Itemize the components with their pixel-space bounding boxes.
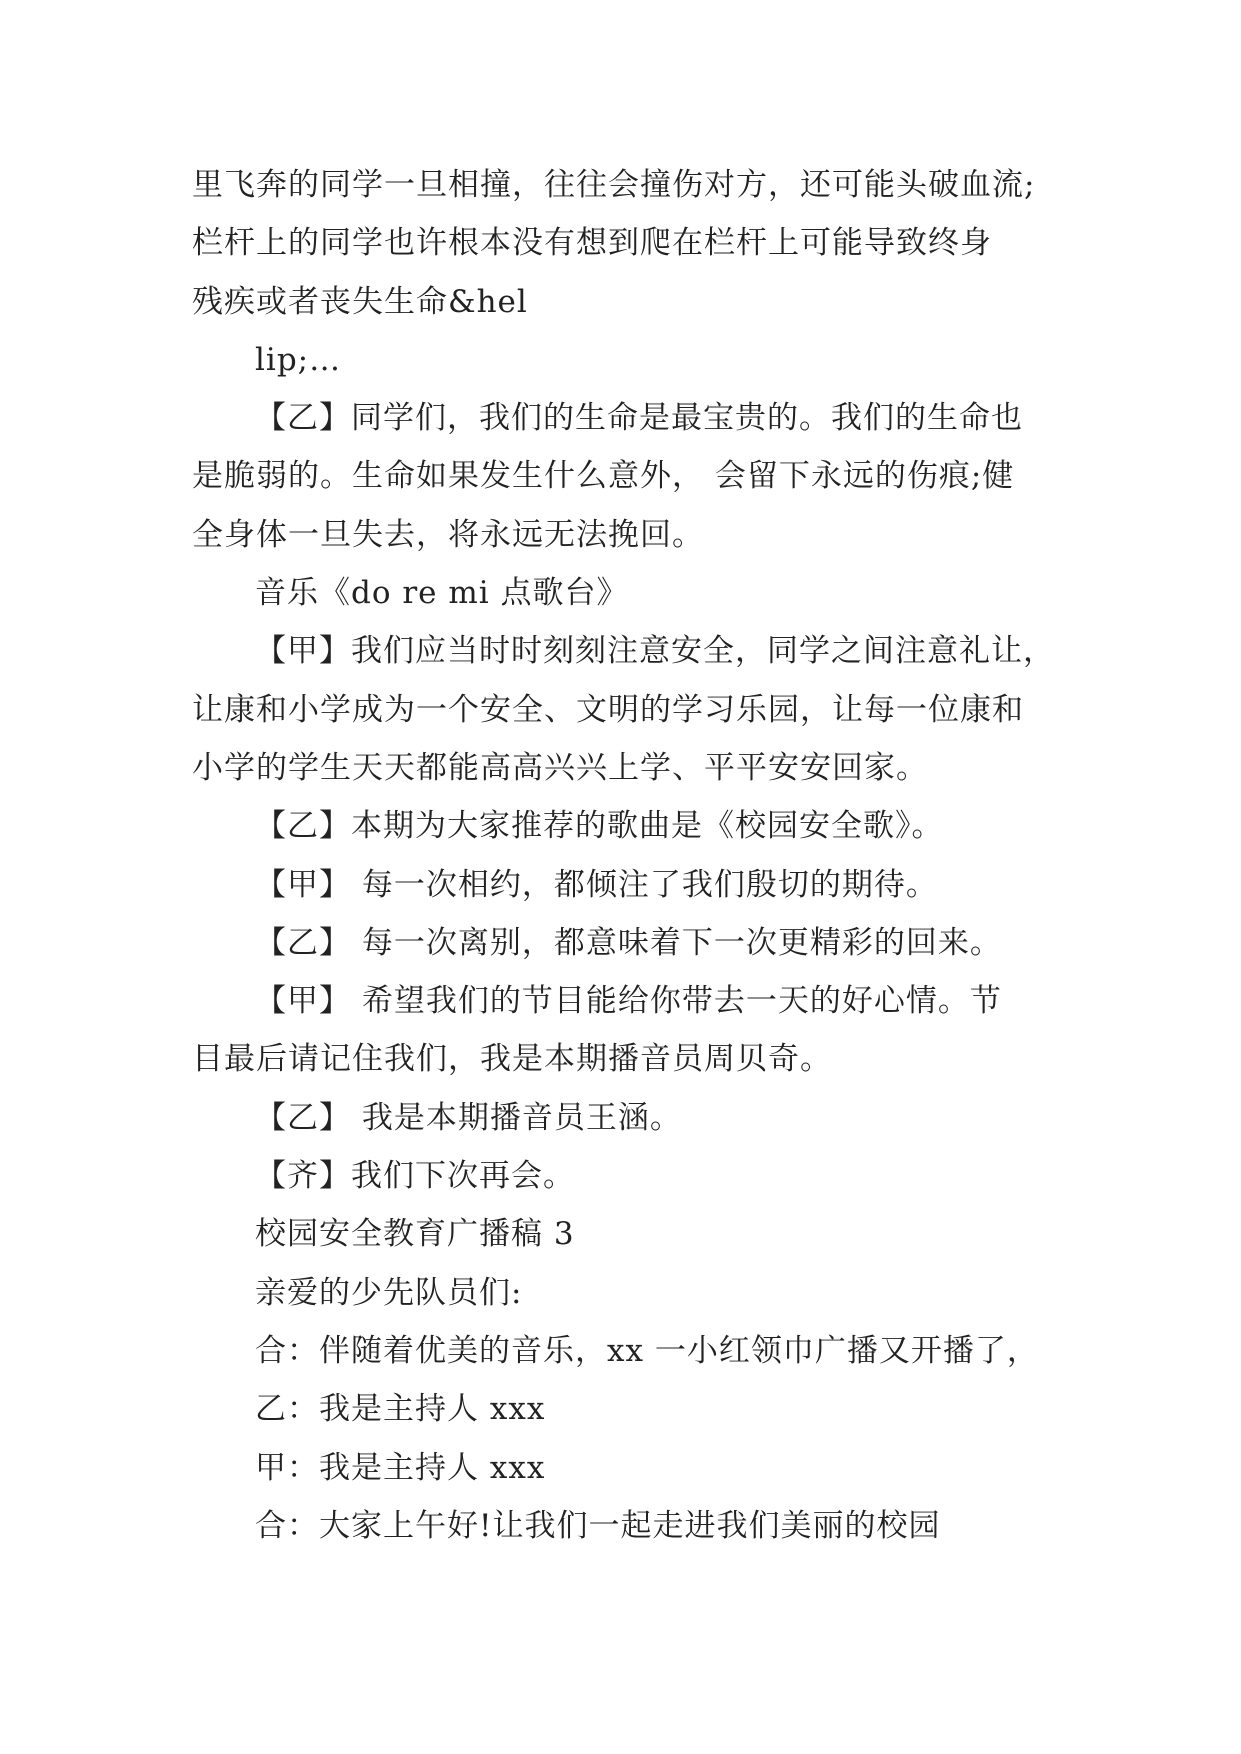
paragraph-line: 【甲】 每一次相约，都倾注了我们殷切的期待。	[255, 866, 938, 903]
text-line: 全身体一旦失去，将永远无法挽回。	[192, 516, 704, 553]
music-cue-line: 音乐《do re mi 点歌台》	[255, 575, 629, 612]
paragraph-line: 【乙】 我是本期播音员王涵。	[255, 1099, 682, 1136]
paragraph-line: 【甲】 希望我们的节目能给你带去一天的好心情。节	[255, 983, 1002, 1020]
text-line: 让康和小学成为一个安全、文明的学习乐园，让每一位康和	[192, 691, 1024, 728]
paragraph-line: 【乙】同学们，我们的生命是最宝贵的。我们的生命也	[255, 400, 1023, 437]
paragraph-line: 甲：我是主持人 xxx	[255, 1449, 546, 1486]
paragraph-line: 【甲】我们应当时时刻刻注意安全，同学之间注意礼让，	[255, 633, 1055, 670]
text-line: 残疾或者丧失生命&hel	[192, 283, 528, 320]
section-heading: 校园安全教育广播稿 3	[255, 1216, 575, 1253]
paragraph-line: 【乙】本期为大家推荐的歌曲是《校园安全歌》。	[255, 808, 944, 845]
paragraph-line: 【乙】 每一次离别，都意味着下一次更精彩的回来。	[255, 924, 1002, 961]
text-line: lip;…	[255, 341, 342, 378]
document-body	[192, 156, 1072, 1555]
text-line: 栏杆上的同学也许根本没有想到爬在栏杆上可能导致终身	[192, 225, 992, 262]
text-line: 是脆弱的。生命如果发生什么意外， 会留下永远的伤痕;健	[192, 458, 1015, 495]
text-line: 小学的学生天天都能高高兴兴上学、平平安安回家。	[192, 749, 928, 786]
paragraph-line: 【齐】我们下次再会。	[255, 1158, 575, 1195]
paragraph-line: 合：伴随着优美的音乐，xx 一小红领巾广播又开播了，	[255, 1332, 1039, 1369]
text-line: 里飞奔的同学一旦相撞，往往会撞伤对方，还可能头破血流;	[192, 167, 1036, 203]
paragraph-line: 合：大家上午好!让我们一起走进我们美丽的校园	[255, 1507, 941, 1544]
paragraph-line: 乙：我是主持人 xxx	[255, 1391, 546, 1428]
text-line: 目最后请记住我们，我是本期播音员周贝奇。	[192, 1041, 832, 1078]
greeting-line: 亲爱的少先队员们:	[255, 1274, 523, 1311]
